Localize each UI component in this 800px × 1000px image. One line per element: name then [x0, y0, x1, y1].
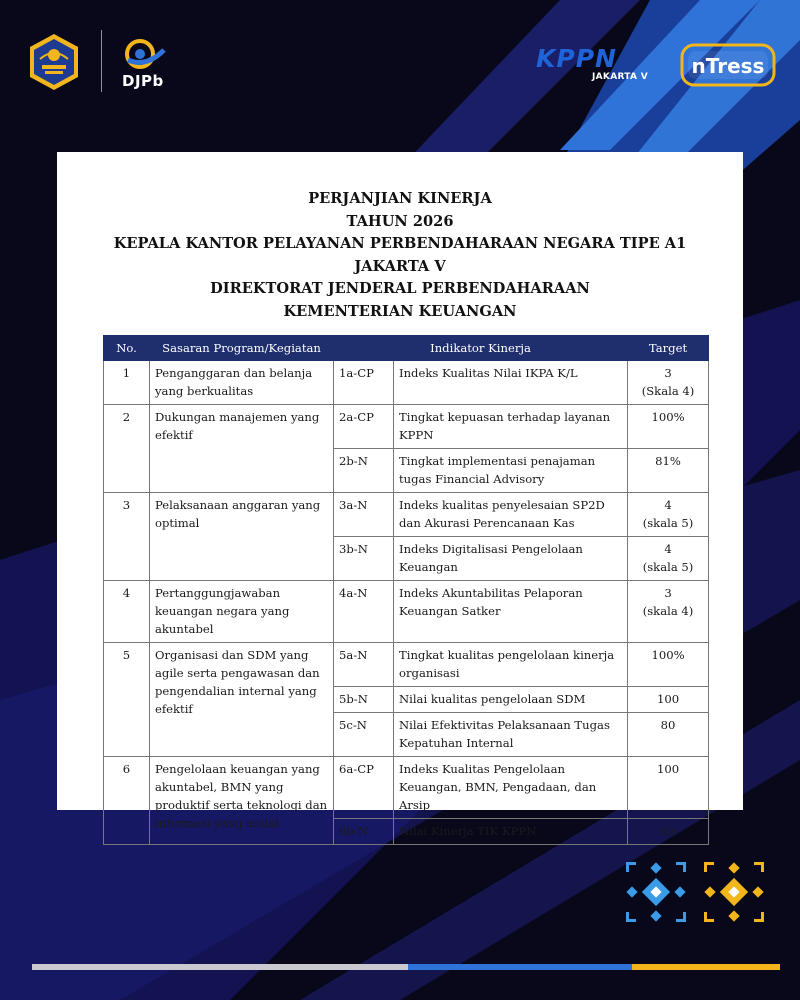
target-cell: 4 (skala 5) — [628, 537, 709, 581]
footer-bar-yellow — [632, 964, 780, 970]
indicator-text: Nilai Kinerja TIK KPPN — [394, 819, 628, 845]
document-title — [57, 188, 743, 323]
indicator-code: 2a-CP — [334, 405, 394, 449]
indicator-text: Indeks Kualitas Pengelolaan Keuangan, BMN, Pengadaan, dan Arsip — [394, 757, 628, 819]
indicator-code: 5c-N — [334, 713, 394, 757]
ornament-yellow-icon — [702, 860, 766, 924]
target-cell: 100% — [628, 405, 709, 449]
indicator-code: 1a-CP — [334, 361, 394, 405]
header-no: No. — [104, 336, 150, 361]
header-indikator: Indikator Kinerja — [334, 336, 628, 361]
indicator-text: Indeks Digitalisasi Pengelolaan Keuangan — [394, 537, 628, 581]
target-cell: 100% — [628, 643, 709, 687]
document-card — [57, 152, 743, 838]
row-number: 1 — [104, 361, 150, 405]
indicator-text: Tingkat implementasi penajaman tugas Financial Advisory — [394, 449, 628, 493]
row-number: 2 — [104, 405, 150, 493]
target-cell: 81% — [628, 449, 709, 493]
indicator-code: 3b-N — [334, 537, 394, 581]
performance-table — [103, 335, 709, 845]
row-number: 3 — [104, 493, 150, 581]
footer-bar-blue — [408, 964, 632, 970]
ntress-logo — [680, 43, 776, 87]
title-line: DIREKTORAT JENDERAL PERBENDAHARAAN — [210, 280, 590, 297]
indicator-code: 6b-N — [334, 819, 394, 845]
target-cell: 80 — [628, 713, 709, 757]
table-row — [104, 405, 709, 449]
title-line: KEMENTERIAN KEUANGAN — [283, 302, 517, 320]
logo-divider — [101, 30, 102, 92]
sasaran-cell: Pertanggungjawaban keuangan negara yang akuntabel — [150, 581, 334, 643]
djpb-logo-text: DJPb — [122, 72, 164, 90]
ornament-blue-icon — [624, 860, 688, 924]
indicator-text: Tingkat kepuasan terhadap layanan KPPN — [394, 405, 628, 449]
target-cell: 100 — [628, 757, 709, 819]
header-logos — [0, 0, 800, 130]
indicator-code: 4a-N — [334, 581, 394, 643]
indicator-code: 5a-N — [334, 643, 394, 687]
table-row — [104, 493, 709, 537]
row-number: 6 — [104, 757, 150, 845]
title-line: KEPALA KANTOR PELAYANAN PERBENDAHARAAN NEGARA TIPE A1 — [113, 235, 687, 252]
indicator-text: Nilai Efektivitas Pelaksanaan Tugas Kepatuhan Internal — [394, 713, 628, 757]
sasaran-cell: Pengelolaan keuangan yang akuntabel, BMN yang produktif serta teknologi dan informasi yang andal — [150, 757, 334, 845]
target-cell: 3 (skala 4) — [628, 581, 709, 643]
sasaran-cell: Organisasi dan SDM yang agile serta pengawasan dan pengendalian internal yang efektif — [150, 643, 334, 757]
target-cell: 3 (Skala 4) — [628, 361, 709, 405]
ntress-logo-text: nTress — [691, 54, 765, 78]
row-number: 5 — [104, 643, 150, 757]
title-line: TAHUN 2026 — [346, 212, 454, 230]
table-row — [104, 757, 709, 819]
table-header-row — [104, 336, 709, 361]
target-cell: 83 — [628, 819, 709, 845]
sasaran-cell: Pelaksanaan anggaran yang optimal — [150, 493, 334, 581]
table-row — [104, 643, 709, 687]
table-row — [104, 581, 709, 643]
indicator-code: 3a-N — [334, 493, 394, 537]
indicator-text: Tingkat kualitas pengelolaan kinerja organisasi — [394, 643, 628, 687]
kemenkeu-logo — [28, 33, 80, 91]
row-number: 4 — [104, 581, 150, 643]
indicator-code: 5b-N — [334, 687, 394, 713]
sasaran-cell: Dukungan manajemen yang efektif — [150, 405, 334, 493]
title-line: PERJANJIAN KINERJA — [308, 190, 492, 207]
indicator-text: Indeks Akuntabilitas Pelaporan Keuangan Satker — [394, 581, 628, 643]
header-target: Target — [628, 336, 709, 361]
header-sasaran: Sasaran Program/Kegiatan — [150, 336, 334, 361]
indicator-text: Indeks kualitas penyelesaian SP2D dan Akurasi Perencanaan Kas — [394, 493, 628, 537]
kppn-logo-text: KPPN — [536, 44, 617, 73]
footer-bar-gray — [32, 964, 408, 970]
footer-color-bar — [32, 964, 780, 970]
kppn-logo-subtext: JAKARTA V — [592, 72, 648, 82]
indicator-code: 6a-CP — [334, 757, 394, 819]
title-line: JAKARTA V — [354, 257, 446, 275]
indicator-code: 2b-N — [334, 449, 394, 493]
target-cell: 100 — [628, 687, 709, 713]
target-cell: 4 (skala 5) — [628, 493, 709, 537]
table-row — [104, 361, 709, 405]
sasaran-cell: Penganggaran dan belanja yang berkualitas — [150, 361, 334, 405]
indicator-text: Nilai kualitas pengelolaan SDM — [394, 687, 628, 713]
indicator-text: Indeks Kualitas Nilai IKPA K/L — [394, 361, 628, 405]
